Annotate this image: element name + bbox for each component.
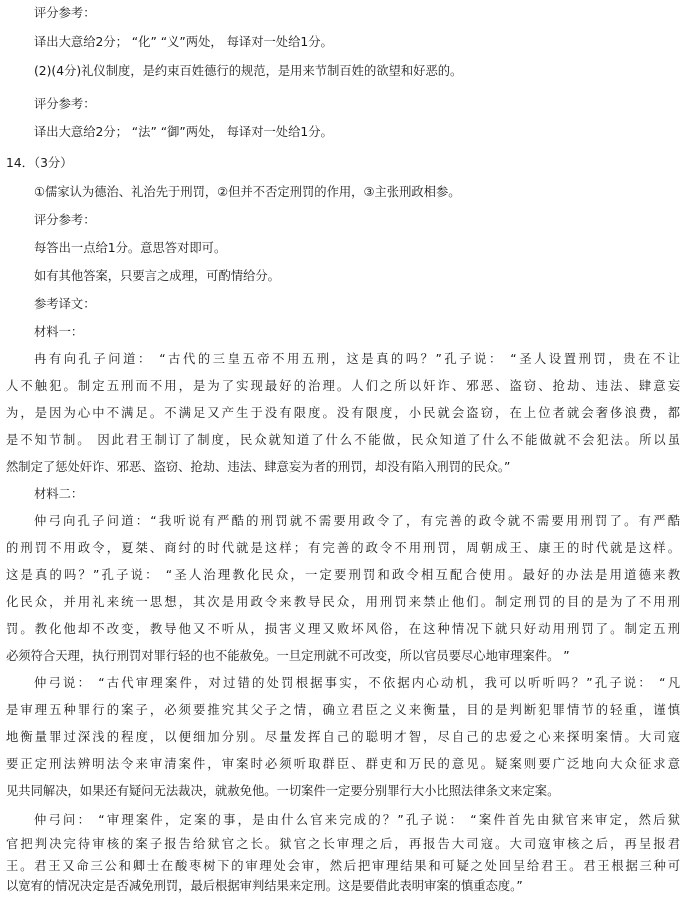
paragraph-line: 是审理五种罪行的案子，必须要推究其父子之情，确立君臣之义来衡量，目的是判断犯罪情节的轻重，谨慎 — [6, 703, 680, 717]
answer-line: (2)(4分)礼仪制度，是约束百姓德行的规范，是用来节制百姓的欲望和好恶的。 — [34, 64, 463, 78]
paragraph-line: 要正定刑法辨明法令来审清案件，审案时必须听取群臣、群吏和万民的意见。疑案则要广泛地向大众征求意 — [6, 757, 680, 771]
paragraph-line: 这是真的吗？”孔子说： “圣人治理教化民众，一定要刑罚和政令相互配合使用。最好的办法是用道德来教 — [6, 568, 680, 582]
paragraph-line: 必须符合天理，执行刑罚对罪行轻的也不能赦免。一旦定刑就不可改变，所以官员要尽心地审理案件。 ” — [6, 649, 570, 663]
scoring-reference-heading: 评分参考： — [34, 97, 96, 111]
answer-line: ①儒家认为德治、礼治先于刑罚，②但并不否定刑罚的作用，③主张刑政相参。 — [34, 185, 461, 199]
scoring-line: 如有其他答案，只要言之成理，可酌情给分。 — [34, 269, 280, 283]
paragraph-line: 为，是因为心中不满足。不满足又产生于没有限度。没有限度，小民就会盗窃，在上位者就会奢侈浪费，都 — [6, 406, 680, 420]
paragraph-line: 冉有向孔子问道： “古代的三皇五帝不用五刑，这是真的吗？”孔子说： “圣人设置刑罚，贵在不让 — [34, 352, 680, 366]
scoring-line: 每答出一点给1分。意思答对即可。 — [34, 241, 227, 255]
paragraph-line: 见共同解决，如果还有疑问无法裁决，就赦免他。一切案件一定要分别罪行大小比照法律条文来定案。 — [6, 784, 560, 798]
paragraph-line: 仲弓说： “古代审理案件，对过错的处罚根据事实，不依据内心动机，我可以听听吗？”孔子说： “凡 — [34, 676, 680, 690]
paragraph-line: 人不触犯。制定五刑而不用，是为了实现最好的治理。人们之所以奸诈、邪恶、盗窃、抢劫、违法、肆意妄 — [6, 379, 680, 393]
translation-heading: 参考译文： — [34, 297, 96, 311]
paragraph-line: 然制定了惩处奸诈、邪恶、盗窃、抢劫、违法、肆意妄为者的刑罚，却没有陷入刑罚的民众。” — [6, 460, 511, 474]
scoring-reference-heading: 评分参考： — [34, 6, 96, 20]
paragraph-line: 官把判决完待审核的案子报告给狱官之长。狱官之长审理之后，再报告大司寇。大司寇审核之后，再呈报君 — [6, 837, 680, 851]
scoring-line: 译出大意给2分； “法” “御”两处， 每译对一处给1分。 — [34, 125, 333, 139]
material-heading: 材料二： — [34, 487, 84, 501]
paragraph-line: 地衡量罪过深浅的程度，以便细加分别。尽量发挥自己的聪明才智，尽自己的忠爱之心来探明案情。大司寇 — [6, 730, 680, 744]
paragraph-line: 的刑罚不用政令，夏桀、商纣的时代就是这样；有完善的政令不用刑罚，周朝成王、康王的时代就是这样。 — [6, 541, 680, 555]
scoring-line: 译出大意给2分； “化” “义”两处， 每译对一处给1分。 — [34, 35, 333, 49]
paragraph-line: 罚。教化他却不改变，教导他又不听从，损害义理又败坏风俗，在这种情况下就只好动用刑罚了。制定五刑 — [6, 622, 680, 636]
paragraph-line: 以宽宥的情况决定是否减免刑罚，最后根据审判结果来定刑。这是要借此表明审案的慎重态度。” — [6, 879, 523, 893]
question-number: 14．（3分） — [6, 156, 73, 170]
paragraph-line: 仲弓问： “审理案件，定案的事，是由什么官来完成的？”孔子说： “案件首先由狱官来审定，然后狱 — [34, 813, 680, 827]
material-heading: 材料一： — [34, 325, 84, 339]
paragraph-line: 化民众，并用礼来统一思想，其次是用政令来教导民众，用刑罚来禁止他们。制定刑罚的目的是为了不用刑 — [6, 595, 680, 609]
paragraph-line: 是不知节制。 因此君王制订了制度，民众就知道了什么不能做，民众知道了什么不能做就不会犯法。所以虽 — [6, 433, 680, 447]
paragraph-line: 王。君王又命三公和卿士在酸枣树下的审理处会审，然后把审理结果和可疑之处回呈给君王。君王根据三种可 — [6, 859, 680, 873]
scoring-reference-heading: 评分参考： — [34, 213, 96, 227]
paragraph-line: 仲弓向孔子问道：“我听说有严酷的刑罚就不需要用政令了，有完善的政令就不需要用刑罚了。有严酷 — [34, 514, 680, 528]
